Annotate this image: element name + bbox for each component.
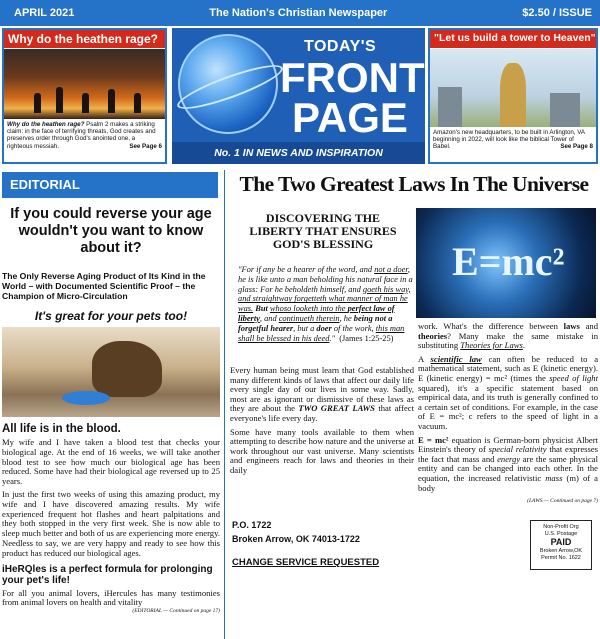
main-headline: The Two Greatest Laws In The Universe: [239, 172, 589, 196]
editorial-paragraph: My wife and I have taken a blood test that checks your biological age. At the end of 16 weeks, we will take another blood test to see how much our biological age has been reduced. Some have had their biological age reversed up to 25 years.: [2, 437, 220, 487]
scripture-quote: "For if any be a hearer of the word, and not a doer, he is like unto a man beholding his natural face in a glass: For he beholdeth himself, and goeth his way, and straightway forgetteth what manner of man he was. But whoso looketh into the perfect law of liberty, and continueth therein, he being not a forgetful hearer, but a doer of the work, this man shall be blessed in his deed." (James 1:25-25): [238, 265, 413, 343]
see-page-link[interactable]: See Page 6: [129, 142, 162, 150]
teaser-tower[interactable]: [428, 28, 598, 164]
editorial-heading: All life is in the blood.: [2, 423, 121, 435]
issue-date: APRIL 2021: [14, 7, 75, 19]
column-divider: [224, 170, 225, 639]
riot-photo: [4, 49, 165, 119]
editorial-question: If you could reverse your age wouldn't you want to know about it?: [10, 206, 212, 256]
article-column-1: Every human being must learn that God established many different kinds of laws that affect our daily life every single day of our lives in some way. Sadly, most are as ignorant or dismissive of these laws as they are about the TWO GREAT LAWS that affect everyone's life every day. Some have many tools available to them when attempting to describe how nature and the universe at work throughout our vast universe. Many scientists and engineers reach for laws and theories in their daily: [230, 365, 414, 475]
issue-price: $2.50 / ISSUE: [522, 7, 592, 19]
masthead-today: TODAY'S: [304, 38, 377, 55]
globe-icon: [178, 34, 278, 134]
dog-photo: [2, 327, 220, 417]
teaser-caption: Amazon's new headquarters, to be built in Arlington, VA beginning in 2022, will look like the biblical Tower of Babel. See Page 8: [433, 129, 593, 151]
editorial-column: [2, 200, 220, 614]
product-description: The Only Reverse Aging Product of Its Kind in the World – with Documented Scientific Proof – the Champion of Micro-Circulation: [2, 271, 206, 301]
masthead-tagline: No. 1 IN NEWS AND INSPIRATION: [172, 142, 425, 164]
top-bar: [0, 0, 600, 26]
postage-indicia: Non-Profit Org U.S. Postage PAID Broken Arrow,OK Permit No. 1622: [530, 520, 592, 570]
editorial-paragraph: For all you animal lovers, iHercules has many testimonies from animal lovers on health and vitality: [2, 587, 220, 608]
see-page-link[interactable]: See Page 8: [560, 143, 593, 151]
tower-photo: [430, 49, 596, 127]
pets-line: It's great for your pets too!: [34, 309, 188, 323]
masthead-title: FRONT PAGE: [280, 54, 425, 141]
teaser-heading: "Let us build a tower to Heaven": [430, 30, 596, 49]
newspaper-tagline: The Nation's Christian Newspaper: [209, 7, 388, 19]
article-subhead: DISCOVERING THE LIBERTY THAT ENSURES GOD'S BLESSING: [249, 211, 397, 251]
masthead: [172, 28, 425, 164]
editorial-subheading: iHeRQles is a perfect formula for prolonging your pet's life!: [2, 563, 213, 586]
continued-note: (LAWS — Continued on page 7): [527, 498, 598, 505]
editorial-label: EDITORIAL: [2, 172, 218, 198]
teaser-heathen[interactable]: [2, 28, 167, 164]
teaser-caption: Why do the heathen rage? Psalm 2 makes a striking claim: in the face of terrifying threats, God creates and preserves order through God's anointed one, a righteous messiah. See Page 6: [7, 121, 162, 150]
emc-image: E=mc²: [416, 208, 596, 318]
continued-note: (EDITORIAL — Continued on page 17): [132, 608, 220, 615]
teaser-heading: Why do the heathen rage?: [4, 30, 165, 49]
article-column-2: work. What's the difference between laws and theories? Many make the same mistake in substituting Theories for Laws. A scientific law can often be reduced to a mathematical statement, such as E (kinetic energy). E (kinetic energy) = mc² (times the speed of light squared), it's a specific statement based on empirical data, and its truth is generally confined to a certain set of conditions. For example, in the case of E = mc²; c refers to the speed of light in a vacuum. E = mc² equation is German-born physicist Albert Einstein's theory of special relativity that expresses the fact that mass and energy are the same physical entity and can be changed into each other. In the equation, the increased relativistic mass (m) of a body (LAWS — Continued on page 7): [418, 322, 598, 507]
editorial-paragraph: In just the first two weeks of using this amazing product, my wife and I have discovered amazing results. My wife experienced frequent hot flashes and heart palpitations and they both stopped in the very first week. She is now able to sleep much better and both of us are experiencing more energy. Needless to say, we are very happy and ready to see how this product has reduced our biological ages.: [2, 488, 220, 558]
mailing-address: P.O. 1722 Broken Arrow, OK 74013-1722: [232, 520, 360, 544]
change-service-notice: CHANGE SERVICE REQUESTED: [232, 557, 380, 568]
